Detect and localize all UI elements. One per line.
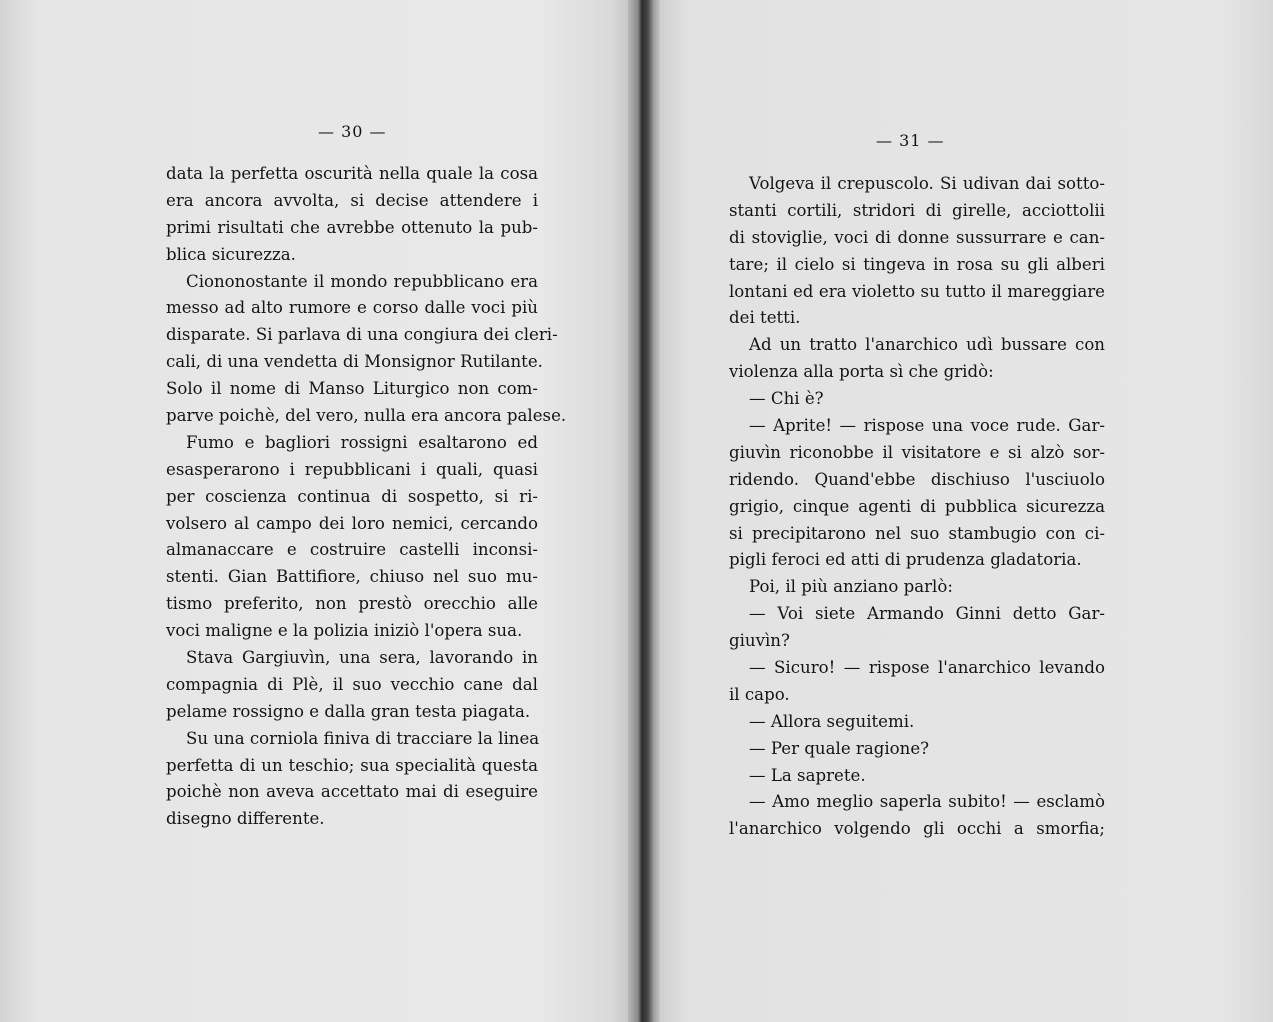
text-line: tismo preferito, non prestò orecchio alle xyxy=(166,594,538,614)
book-gutter xyxy=(628,0,660,1022)
text-line: disegno differente. xyxy=(166,809,325,829)
text-line: giuvìn? xyxy=(729,631,790,651)
text-line: il capo. xyxy=(729,684,790,704)
text-line: volsero al campo dei loro nemici, cercando xyxy=(166,513,538,533)
left-page-text xyxy=(166,161,567,833)
text-line: — Amo meglio saperla subito! — esclamò xyxy=(749,792,1105,812)
text-line: poichè non aveva accettato mai di eseguire xyxy=(166,782,538,802)
text-line: dei tetti. xyxy=(729,308,801,328)
text-line: — Aprite! — rispose una voce rude. Gar- xyxy=(749,416,1105,436)
text-line: Stava Gargiuvìn, una sera, lavorando in xyxy=(186,648,538,668)
text-line: stanti cortili, stridori di girelle, acciottolii xyxy=(729,200,1105,220)
text-line: giuvìn riconobbe il visitatore e si alzò sor- xyxy=(729,442,1105,462)
text-line: cali, di una vendetta di Monsignor Rutilante. xyxy=(166,352,543,372)
text-line: pelame rossigno e dalla gran testa piagata. xyxy=(166,701,531,721)
text-line: per coscienza continua di sospetto, si ri- xyxy=(166,486,538,506)
text-line: grigio, cinque agenti di pubblica sicurezza xyxy=(729,496,1105,516)
text-line: pigli feroci ed atti di prudenza gladatoria. xyxy=(729,550,1082,570)
text-line: Fumo e bagliori rossigni esaltarono ed xyxy=(186,432,538,452)
text-line: stenti. Gian Battifiore, chiuso nel suo mu- xyxy=(166,567,538,587)
text-line: si precipitarono nel suo stambugio con ci- xyxy=(729,523,1105,543)
text-line: perfetta di un teschio; sua specialità questa xyxy=(166,755,538,775)
text-line: di stoviglie, voci di donne sussurrare e can- xyxy=(729,227,1105,247)
text-line: esasperarono i repubblicani i quali, quasi xyxy=(166,459,538,479)
text-line: disparate. Si parlava di una congiura dei cleri- xyxy=(166,325,558,345)
text-line: Solo il nome di Manso Liturgico non com- xyxy=(166,379,538,399)
text-line: voci maligne e la polizia iniziò l'opera sua. xyxy=(166,621,523,641)
text-line: tare; il cielo si tingeva in rosa su gli alberi xyxy=(729,254,1105,274)
right-page-number: — 31 — xyxy=(876,131,945,150)
text-line: Poi, il più anziano parlò: xyxy=(749,577,953,597)
text-line: violenza alla porta sì che gridò: xyxy=(729,362,994,382)
text-line: messo ad alto rumore e corso dalle voci più xyxy=(166,298,538,318)
text-line: — Sicuro! — rispose l'anarchico levando xyxy=(749,658,1105,678)
text-line: data la perfetta oscurità nella quale la cosa xyxy=(166,164,538,183)
text-line: lontani ed era violetto su tutto il mareggiare xyxy=(729,281,1105,301)
text-line: almanaccare e costruire castelli inconsi- xyxy=(166,540,538,560)
text-line: l'anarchico volgendo gli occhi a smorfia; xyxy=(729,819,1105,839)
text-line: ridendo. Quand'ebbe dischiuso l'usciuolo xyxy=(729,469,1105,489)
right-page-text xyxy=(729,171,1105,843)
text-line: Ciononostante il mondo repubblicano era xyxy=(186,271,538,291)
text-line: — Per quale ragione? xyxy=(749,738,930,758)
text-line: — Voi siete Armando Ginni detto Gar- xyxy=(749,604,1105,624)
left-page-number: — 30 — xyxy=(318,122,387,141)
text-line: Ad un tratto l'anarchico udì bussare con xyxy=(749,335,1105,355)
text-line: compagnia di Plè, il suo vecchio cane dal xyxy=(166,674,538,694)
text-line: era ancora avvolta, si decise attendere i xyxy=(166,190,538,210)
text-line: Volgeva il crepuscolo. Si udivan dai sotto- xyxy=(749,174,1105,193)
text-line: blica sicurezza. xyxy=(166,244,296,264)
text-line: — La saprete. xyxy=(749,765,866,785)
text-line: primi risultati che avrebbe ottenuto la pub- xyxy=(166,217,538,237)
text-line: parve poichè, del vero, nulla era ancora palese. xyxy=(166,406,567,426)
text-line: Su una corniola finiva di tracciare la linea xyxy=(186,728,540,748)
text-line: — Chi è? xyxy=(749,389,824,409)
text-line: — Allora seguitemi. xyxy=(749,711,915,731)
